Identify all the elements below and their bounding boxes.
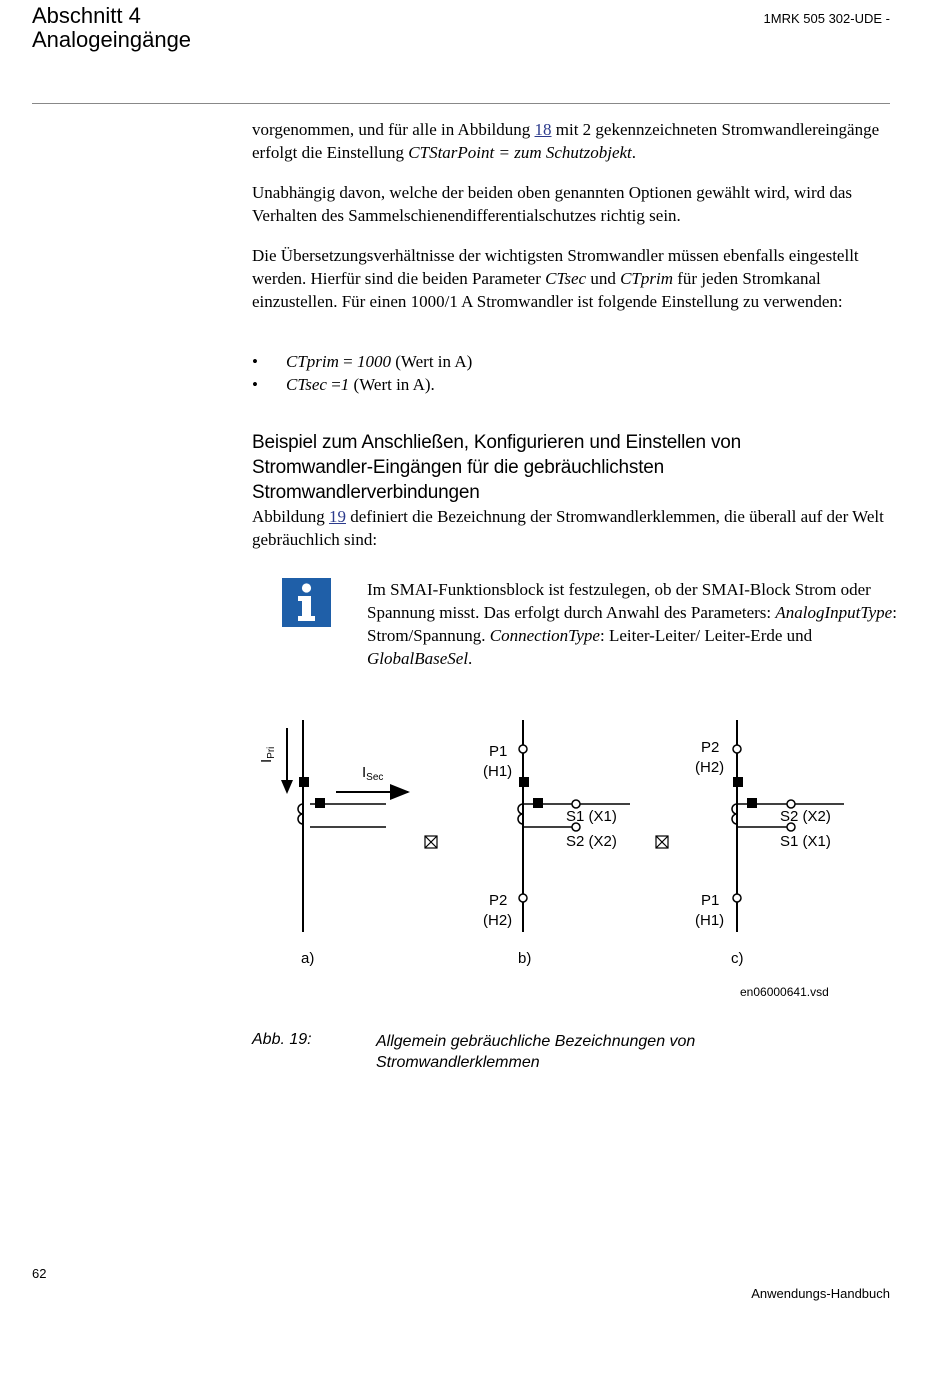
label-c: c) [731,950,744,967]
text: : Leiter-Leiter/ Leiter-Erde und [599,626,813,645]
caption-number: Abb. 19: [252,1031,312,1048]
paragraph-4 [252,505,897,551]
text: vorgenommen, und für alle in Abbildung [252,120,535,139]
figure-reference-18[interactable]: 18 [534,120,552,139]
paragraph-2 [252,181,897,227]
diagram-a [258,720,408,967]
text: . [631,143,637,162]
polarity-mark-secondary [533,798,543,808]
polarity-mark-primary [733,777,743,787]
terminal-label: P2 [701,739,720,756]
i-pri-label: $I_{Pri}$ [258,746,277,763]
document-id: 1MRK 505 302-UDE - [763,11,890,26]
terminal-label: S2 (X2) [780,808,831,825]
i-sec-label: $I_{Sec}$ [362,764,384,783]
text: Die Übersetzungsverhältnisse der wichtigsten Stromwandler müssen ebenfalls eingestellt werden. Hierfür sind die beiden Parameter [252,246,859,288]
parameter-name: CTprim [286,352,339,371]
text: und [586,269,621,288]
polarity-mark-secondary [315,798,325,808]
label-a: a) [301,950,315,967]
terminal-p1 [519,745,527,753]
terminal-s1 [572,800,580,808]
diagram-c [695,720,844,967]
chapter-name: Analogeingänge [32,27,192,52]
text: . [468,649,473,668]
bullet-marker: • [252,375,258,394]
terminal-label: P1 [701,892,720,909]
parameter-name: AnalogInputType [775,603,893,622]
parameter-name: ConnectionType [489,626,600,645]
polarity-mark-secondary [747,798,757,808]
text: (Wert in A) [391,352,473,371]
terminal-label: (H1) [483,763,513,780]
ct-terminal-diagram [240,700,860,995]
text: : Strom/Spannung. [367,603,897,645]
label-b: b) [518,950,532,967]
paragraph-3 [252,244,897,313]
info-note [367,578,897,670]
text: Abbildung [252,507,329,526]
polarity-mark-primary [299,777,309,787]
list-item [252,350,897,373]
paragraph-1 [252,118,897,164]
figure-filename: en06000641.vsd [740,985,829,999]
page-number: 62 [32,1266,47,1281]
text: definiert die Bezeichnung der Stromwandlerklemmen, die überall auf der Welt gebräuchlich sind: [252,507,884,549]
parameter-value: 1000 [357,352,392,371]
text: mit 2 gekennzeichneten Stromwandlereingänge erfolgt die Einstellung [252,120,880,162]
section-heading: Beispiel zum Anschließen, Konfigurieren und Einstellen von Stromwandler-Eingängen für die gebräuchlichsten Stromwandlerverbindungen [252,432,742,503]
info-icon [282,578,331,627]
text: Unabhängig davon, welche der beiden oben genannten Optionen gewählt wird, wird das Verhalten des Sammelschienendifferentialschutzes richtig sein. [252,183,853,225]
crossed-box-icon [656,836,668,848]
terminal-label: S2 (X2) [566,833,617,850]
caption-text: Allgemein gebräuchliche Bezeichnungen von Stromwandlerklemmen [376,1033,696,1071]
diagram-b [483,720,630,967]
text: (Wert in A). [349,375,435,394]
setting-value: CTStarPoint = zum Schutzobjekt [408,143,632,162]
terminal-s2 [787,800,795,808]
parameter-value: 1 [340,375,350,394]
terminal-label: (H2) [483,912,513,929]
terminal-label: P1 [489,743,508,760]
text: = [326,375,341,394]
parameter-name: CTprim [620,269,674,288]
footer-title: Anwendungs-Handbuch [751,1286,890,1301]
terminal-p2 [519,894,527,902]
text: für jeden Stromkanal einzustellen. Für einen 1000/1 A Stromwandler ist folgende Einstellung zu verwenden: [252,269,843,311]
terminal-label: S1 (X1) [566,808,617,825]
chapter-title [32,4,191,52]
polarity-mark-primary [519,777,529,787]
text: = [338,352,358,371]
chapter-number: Abschnitt 4 [32,3,141,28]
bullet-marker: • [252,352,258,371]
figure-reference-19[interactable]: 19 [328,507,346,526]
header-divider [32,103,890,104]
list-item [252,373,897,396]
terminal-label: S1 (X1) [780,833,831,850]
parameter-name: CTsec [545,269,587,288]
terminal-p1 [733,894,741,902]
parameter-name: GlobalBaseSel [367,649,469,668]
bullet-list [252,350,897,396]
primary-arrowhead [281,780,293,794]
terminal-label: P2 [489,892,508,909]
crossed-box-icon [425,836,437,848]
parameter-name: CTsec [286,375,327,394]
terminal-label: (H2) [695,759,725,776]
text: Im SMAI-Funktionsblock ist festzulegen, ob der SMAI-Block Strom oder Spannung misst. Das erfolgt durch Anwahl des Parameters: [367,580,871,622]
terminal-p2 [733,745,741,753]
terminal-label: (H1) [695,912,725,929]
